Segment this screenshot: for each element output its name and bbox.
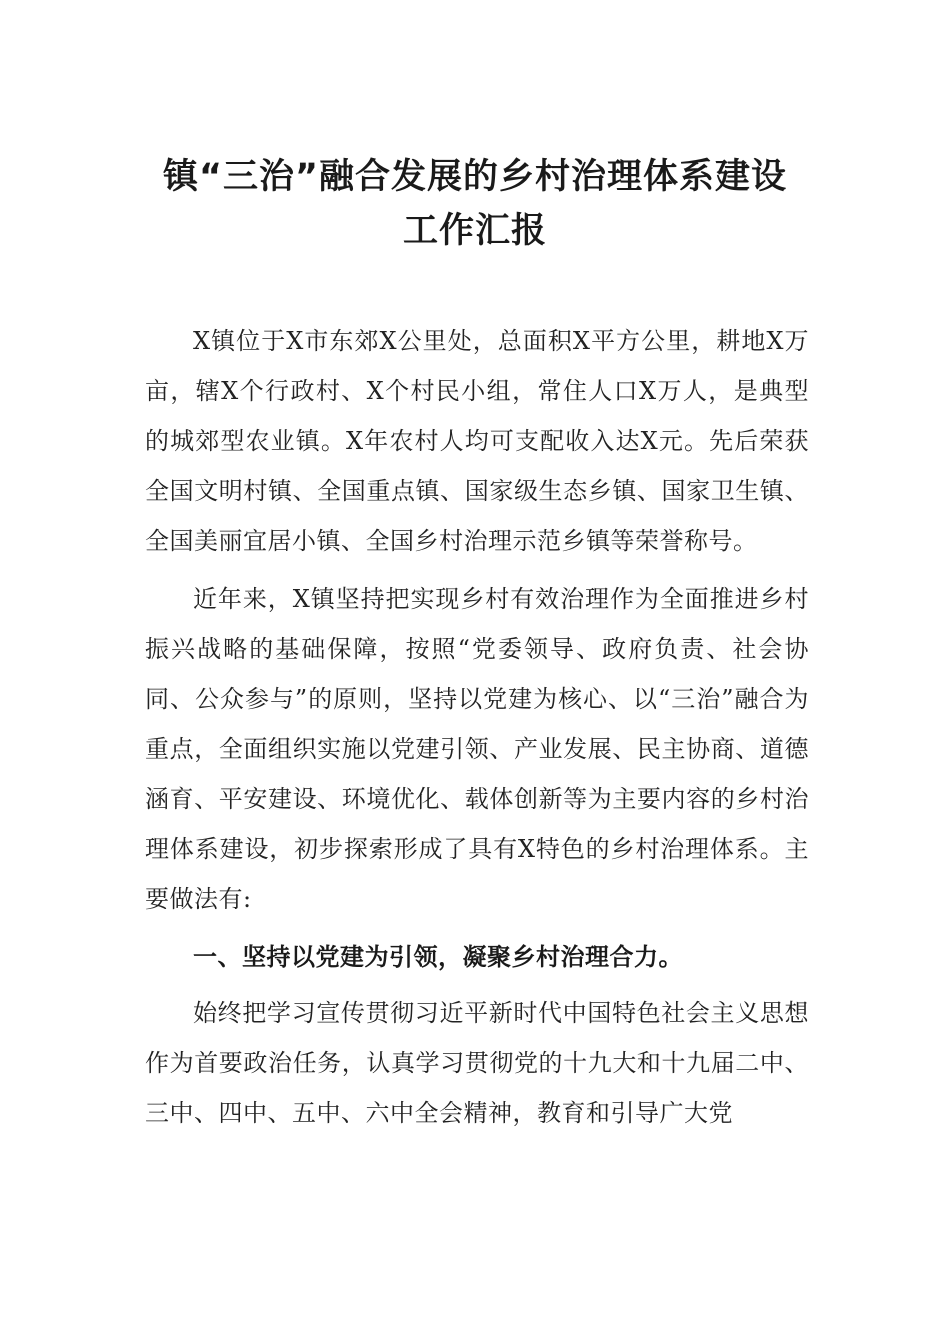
- document-title: [145, 150, 805, 258]
- paragraph-section-1: 始终把学习宣传贯彻习近平新时代中国特色社会主义思想作为首要政治任务，认真学习贯彻党的十九大和十九届二中、三中、四中、五中、六中全会精神，教育和引导广大党: [145, 999, 809, 1127]
- title-line-1: 镇“三治”融合发展的乡村治理体系建设: [162, 157, 787, 197]
- paragraph-intro: X镇位于X市东郊X公里处，总面积X平方公里，耕地X万亩，辖X个行政村、X个村民小组，常住人口X万人，是典型的城郊型农业镇。X年农村人均可支配收入达X元。先后荣获全国文明村镇、全国重点镇、国家级生态乡镇、国家卫生镇、全国美丽宜居小镇、全国乡村治理示范乡镇等荣誉称号。: [145, 327, 809, 555]
- title-line-2: 工作汇报: [402, 211, 547, 251]
- section-heading-1: 一、坚持以党建为引领，凝聚乡村治理合力。: [193, 943, 683, 971]
- paragraph-overview: 近年来，X镇坚持把实现乡村有效治理作为全面推进乡村振兴战略的基础保障，按照“党委领导、政府负责、社会协同、公众参与”的原则，坚持以党建为核心、以“三治”融合为重点，全面组织实施以党建引领、产业发展、民主协商、道德涵育、平安建设、环境优化、载体创新等为主要内容的乡村治理体系建设，初步探索形成了具有X特色的乡村治理体系。主要做法有:: [145, 585, 809, 913]
- document-body: [145, 316, 809, 1146]
